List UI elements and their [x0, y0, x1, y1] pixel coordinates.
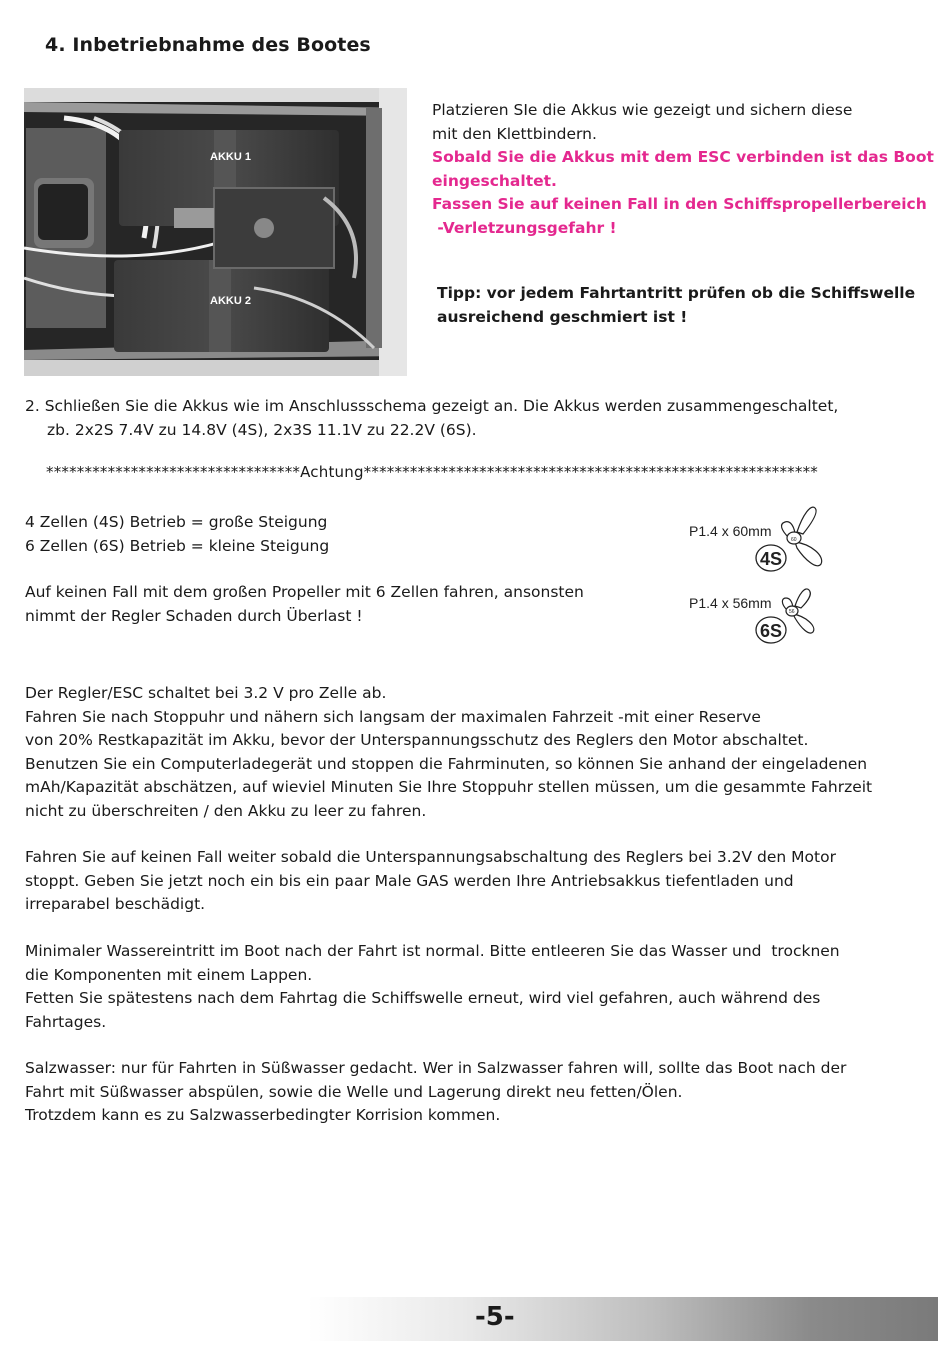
akku1-label: AKKU 1 — [210, 151, 251, 163]
paragraph-line: Benutzen Sie ein Computerladegerät und stoppen die Fahrminuten, so können Sie anhand der eingeladenen — [25, 754, 868, 773]
battery-photo-illustration — [24, 88, 407, 376]
intro-line: mit den Klettbindern. — [432, 124, 597, 143]
propeller-hub-mark: 56 — [789, 609, 795, 615]
propeller-badge-4s: 4S — [759, 549, 783, 569]
saltwater-paragraph — [25, 1057, 846, 1128]
safety-warning-line: -Verletzungsgefahr ! — [432, 218, 617, 237]
cell-config-block — [25, 511, 329, 558]
esc-cutoff-paragraph — [25, 682, 872, 823]
tip-line: Tipp: vor jedem Fahrtantritt prüfen ob die Schiffswelle — [437, 284, 916, 302]
undervoltage-paragraph — [25, 846, 836, 917]
propeller-diagrams — [685, 500, 835, 650]
step-2-block — [25, 395, 838, 442]
propeller-size-label: P1.4 x 60mm — [689, 523, 772, 539]
paragraph-line: Der Regler/ESC schaltet bei 3.2 V pro Zelle ab. — [25, 684, 387, 702]
overload-warning-line: nimmt der Regler Schaden durch Überlast ! — [25, 606, 363, 625]
tip-line: ausreichend geschmiert ist ! — [437, 307, 688, 326]
paragraph-line: Trotzdem kann es zu Salzwasserbedingter Korrision kommen. — [25, 1106, 501, 1124]
water-maintenance-paragraph — [25, 940, 840, 1034]
step-2-line: 2. Schließen Sie die Akkus wie im Anschlussschema gezeigt an. Die Akkus werden zusammengeschaltet, — [25, 397, 839, 415]
cell-config-line: 4 Zellen (4S) Betrieb = große Steigung — [25, 513, 328, 531]
paragraph-line: irreparabel beschädigt. — [25, 895, 206, 913]
footer-gradient-bar — [308, 1297, 938, 1341]
tip-block — [437, 282, 915, 329]
paragraph-line: die Komponenten mit einem Lappen. — [25, 965, 313, 984]
propeller-badge-6s: 6S — [759, 621, 783, 641]
paragraph-line: Fetten Sie spätestens nach dem Fahrtag die Schiffswelle erneut, wird viel gefahren, auch während des — [25, 989, 821, 1007]
step-2-line: zb. 2x2S 7.4V zu 14.8V (4S), 2x3S 11.1V zu 22.2V (6S). — [47, 420, 477, 439]
page-number: -5- — [475, 1302, 515, 1332]
propeller-hub-mark: 60 — [791, 537, 797, 543]
safety-warning-line: Fassen Sie auf keinen Fall in den Schiffspropellerbereich — [432, 195, 927, 213]
paragraph-line: stoppt. Geben Sie jetzt noch ein bis ein paar Male GAS werden Ihre Antriebsakkus tiefentladen und — [25, 871, 794, 890]
safety-warning-line: eingeschaltet. — [432, 171, 557, 190]
akku2-label: AKKU 2 — [210, 295, 251, 307]
paragraph-line: mAh/Kapazität abschätzen, auf wieviel Minuten Sie Ihre Stoppuhr stellen müssen, um die gesammte Fahrzeit — [25, 778, 873, 796]
paragraph-line: Fahrtages. — [25, 1012, 107, 1031]
paragraph-line: von 20% Restkapazität im Akku, bevor der Unterspannungsschutz des Reglers den Motor abschaltet. — [25, 731, 809, 749]
propeller-6s-icon — [751, 582, 835, 646]
propeller-size-label: P1.4 x 56mm — [689, 595, 772, 611]
paragraph-line: Fahrt mit Süßwasser abspülen, sowie die Welle und Lagerung direkt neu fetten/Ölen. — [25, 1082, 683, 1101]
achtung-separator: *********************************Achtung*********************************************************** — [46, 463, 818, 481]
paragraph-line: Fahren Sie nach Stoppuhr und nähern sich langsam der maximalen Fahrzeit -mit einer Reserve — [25, 707, 761, 726]
paragraph-line: Salzwasser: nur für Fahrten in Süßwasser gedacht. Wer in Salzwasser fahren will, sollte das Boot nach der — [25, 1059, 847, 1077]
paragraph-line: Minimaler Wassereintritt im Boot nach der Fahrt ist normal. Bitte entleeren Sie das Wasser und trocknen — [25, 942, 840, 960]
intro-line: Platzieren SIe die Akkus wie gezeigt und sichern diese — [432, 101, 853, 119]
cell-config-line: 6 Zellen (6S) Betrieb = kleine Steigung — [25, 536, 330, 555]
propeller-4s-icon — [751, 500, 835, 580]
paragraph-line: nicht zu überschreiten / den Akku zu leer zu fahren. — [25, 801, 427, 820]
overload-warning-block — [25, 581, 584, 628]
section-heading: 4. Inbetriebnahme des Bootes — [45, 34, 371, 56]
overload-warning-line: Auf keinen Fall mit dem großen Propeller mit 6 Zellen fahren, ansonsten — [25, 583, 584, 601]
intro-block — [432, 99, 934, 240]
safety-warning-line: Sobald Sie die Akkus mit dem ESC verbinden ist das Boot — [432, 148, 934, 166]
battery-compartment-photo — [24, 88, 407, 376]
paragraph-line: Fahren Sie auf keinen Fall weiter sobald die Unterspannungsabschaltung des Reglers bei 3.2V den Motor — [25, 848, 836, 866]
